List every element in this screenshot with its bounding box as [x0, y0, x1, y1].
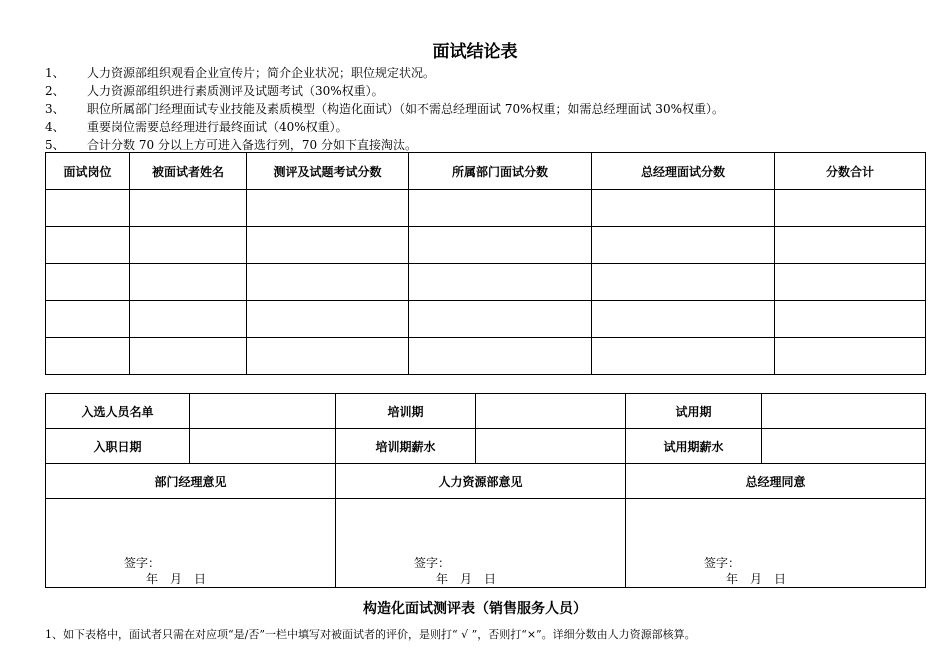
value-training-salary[interactable]: [476, 429, 626, 464]
section-instruction: 1、如下表格中，面试者只需在对应项“是/否”一栏中填写对被面试者的评价，是则打“ √ ”，否则打“×”。详细分数由人力资源部核算。: [45, 628, 696, 641]
signature-block: [124, 555, 206, 587]
table-cell[interactable]: [775, 190, 926, 227]
table-row: [46, 301, 926, 338]
table-cell[interactable]: [592, 301, 775, 338]
instruction-item: [45, 100, 724, 118]
signature-block: [704, 555, 786, 587]
table-cell[interactable]: [409, 227, 592, 264]
hire-row-2: [46, 429, 926, 464]
table-cell[interactable]: [775, 264, 926, 301]
table-cell[interactable]: [46, 227, 130, 264]
table-cell[interactable]: [409, 190, 592, 227]
instruction-number: 4、: [45, 120, 65, 134]
label-probation-period: 试用期: [626, 394, 762, 429]
instruction-number: 5、: [45, 138, 65, 152]
instruction-item: [45, 64, 724, 82]
table-row: [46, 264, 926, 301]
table-cell[interactable]: [247, 227, 409, 264]
header-candidate-name: 被面试者姓名: [130, 153, 247, 190]
table-cell[interactable]: [592, 227, 775, 264]
table-cell[interactable]: [775, 301, 926, 338]
table-cell[interactable]: [409, 301, 592, 338]
table-row: [46, 190, 926, 227]
table-row: [46, 338, 926, 375]
instruction-text: 重要岗位需要总经理进行最终面试（40%权重）。: [87, 120, 348, 134]
date-label: 年 月 日: [726, 572, 787, 586]
signature-label: 签字：: [124, 556, 161, 570]
table-cell[interactable]: [247, 338, 409, 375]
hr-signature-box[interactable]: [336, 499, 626, 588]
table-cell[interactable]: [46, 264, 130, 301]
instruction-number: 2、: [45, 84, 65, 98]
table-cell[interactable]: [130, 301, 247, 338]
signature-row: [46, 499, 926, 588]
header-gm-approval: 总经理同意: [626, 464, 926, 499]
header-position: 面试岗位: [46, 153, 130, 190]
label-training-salary: 培训期薪水: [336, 429, 476, 464]
value-probation-period[interactable]: [762, 394, 926, 429]
table-cell[interactable]: [409, 264, 592, 301]
table-cell[interactable]: [247, 190, 409, 227]
label-selected-list: 入选人员名单: [46, 394, 190, 429]
gm-signature-box[interactable]: [626, 499, 926, 588]
table-cell[interactable]: [130, 190, 247, 227]
header-gm-score: 总经理面试分数: [592, 153, 775, 190]
instruction-text: 人力资源部组织进行素质测评及试题考试（30%权重）。: [87, 84, 384, 98]
table-cell[interactable]: [247, 264, 409, 301]
label-probation-salary: 试用期薪水: [626, 429, 762, 464]
signature-label: 签字：: [704, 556, 741, 570]
value-start-date[interactable]: [190, 429, 336, 464]
value-probation-salary[interactable]: [762, 429, 926, 464]
table-cell[interactable]: [247, 301, 409, 338]
score-table-header: [46, 153, 926, 190]
instruction-text: 人力资源部组织观看企业宣传片；简介企业状况；职位规定状况。: [87, 66, 436, 80]
table-cell[interactable]: [130, 338, 247, 375]
table-row: [46, 227, 926, 264]
table-cell[interactable]: [592, 190, 775, 227]
table-cell[interactable]: [409, 338, 592, 375]
date-label: 年 月 日: [436, 572, 497, 586]
value-training-period[interactable]: [476, 394, 626, 429]
date-label: 年 月 日: [146, 572, 207, 586]
table-cell[interactable]: [46, 190, 130, 227]
hire-table: [45, 393, 926, 588]
header-test-score: 测评及试题考试分数: [247, 153, 409, 190]
table-cell[interactable]: [592, 338, 775, 375]
table-cell[interactable]: [130, 264, 247, 301]
instruction-text: 职位所属部门经理面试专业技能及素质模型（构造化面试）（如不需总经理面试 70%权重；如需总经理面试 30%权重）。: [87, 102, 724, 116]
header-dept-score: 所属部门面试分数: [409, 153, 592, 190]
table-cell[interactable]: [46, 338, 130, 375]
instruction-item: [45, 82, 724, 100]
header-total-score: 分数合计: [775, 153, 926, 190]
table-cell[interactable]: [775, 227, 926, 264]
header-dept-manager-opinion: 部门经理意见: [46, 464, 336, 499]
signature-label: 签字：: [414, 556, 451, 570]
table-cell[interactable]: [775, 338, 926, 375]
table-cell[interactable]: [46, 301, 130, 338]
table-cell[interactable]: [592, 264, 775, 301]
section-title: 构造化面试测评表（销售服务人员）: [363, 601, 587, 617]
page-title: 面试结论表: [432, 42, 518, 62]
instruction-number: 3、: [45, 102, 65, 116]
opinion-header-row: [46, 464, 926, 499]
signature-block: [414, 555, 496, 587]
instruction-item: [45, 118, 724, 136]
instructions-list: [45, 64, 724, 154]
hire-row-1: [46, 394, 926, 429]
value-selected-list[interactable]: [190, 394, 336, 429]
score-table: [45, 152, 926, 375]
label-start-date: 入职日期: [46, 429, 190, 464]
dept-manager-signature-box[interactable]: [46, 499, 336, 588]
table-cell[interactable]: [130, 227, 247, 264]
label-training-period: 培训期: [336, 394, 476, 429]
header-hr-opinion: 人力资源部意见: [336, 464, 626, 499]
instruction-text: 合计分数 70 分以上方可进入备选行列，70 分如下直接淘汰。: [87, 138, 417, 152]
instruction-number: 1、: [45, 66, 65, 80]
